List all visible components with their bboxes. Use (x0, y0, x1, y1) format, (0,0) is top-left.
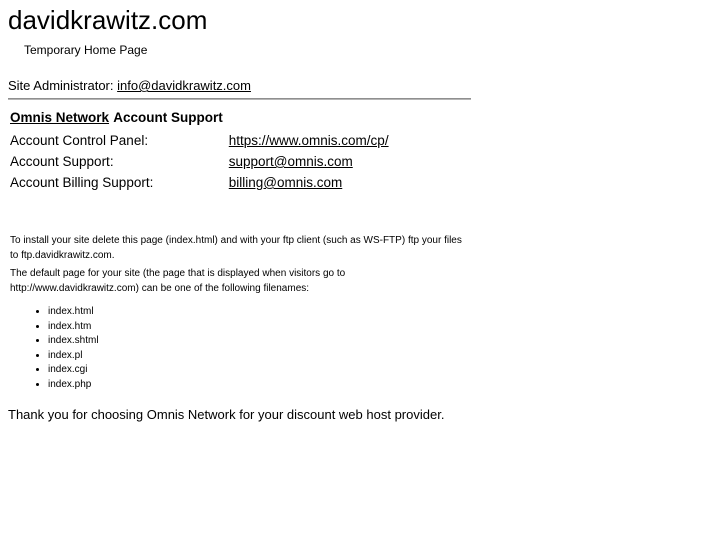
filename-item: • index.html (48, 305, 719, 320)
support-heading (10, 110, 719, 125)
thank-you-message: Thank you for choosing Omnis Network for your discount web host provider. (8, 406, 445, 422)
filename-list (10, 305, 719, 393)
omnis-network-link[interactable]: Omnis Network (10, 110, 110, 125)
support-table (10, 133, 719, 190)
page-subtitle: Temporary Home Page (24, 43, 148, 57)
support-row-control-panel (10, 133, 719, 148)
billing-support-email-link[interactable]: billing@omnis.com (228, 175, 343, 190)
support-heading-label: Account Support (110, 110, 223, 125)
page-title: davidkrawitz.com (8, 5, 208, 35)
filename-item: • index.pl (48, 349, 719, 364)
site-administrator-label: Site Administrator: (8, 78, 114, 93)
filename-item: • index.shtml (48, 334, 719, 349)
site-administrator-email-link[interactable]: info@davidkrawitz.com (117, 78, 251, 93)
filename-item: • index.htm (48, 320, 719, 335)
support-row-billing (10, 175, 719, 190)
filename-item: • index.cgi (48, 363, 719, 378)
default-page-instructions: The default page for your site (the page that is displayed when visitors go to http://www.davidkrawitz.com) can be one of the following filenames: (10, 268, 346, 294)
billing-support-label: Account Billing Support: (10, 175, 154, 190)
support-row-support (10, 154, 719, 169)
control-panel-label: Account Control Panel: (10, 133, 149, 148)
horizontal-divider (8, 98, 471, 100)
account-support-label: Account Support: (10, 154, 114, 169)
control-panel-link[interactable]: https://www.omnis.com/cp/ (228, 133, 389, 148)
install-instructions: To install your site delete this page (index.html) and with your ftp client (such as WS-FTP) ftp your files to ftp.davidkrawitz.com. (10, 235, 462, 261)
account-support-email-link[interactable]: support@omnis.com (228, 154, 353, 169)
filename-item: • index.php (48, 378, 719, 393)
site-administrator-line (8, 78, 719, 93)
